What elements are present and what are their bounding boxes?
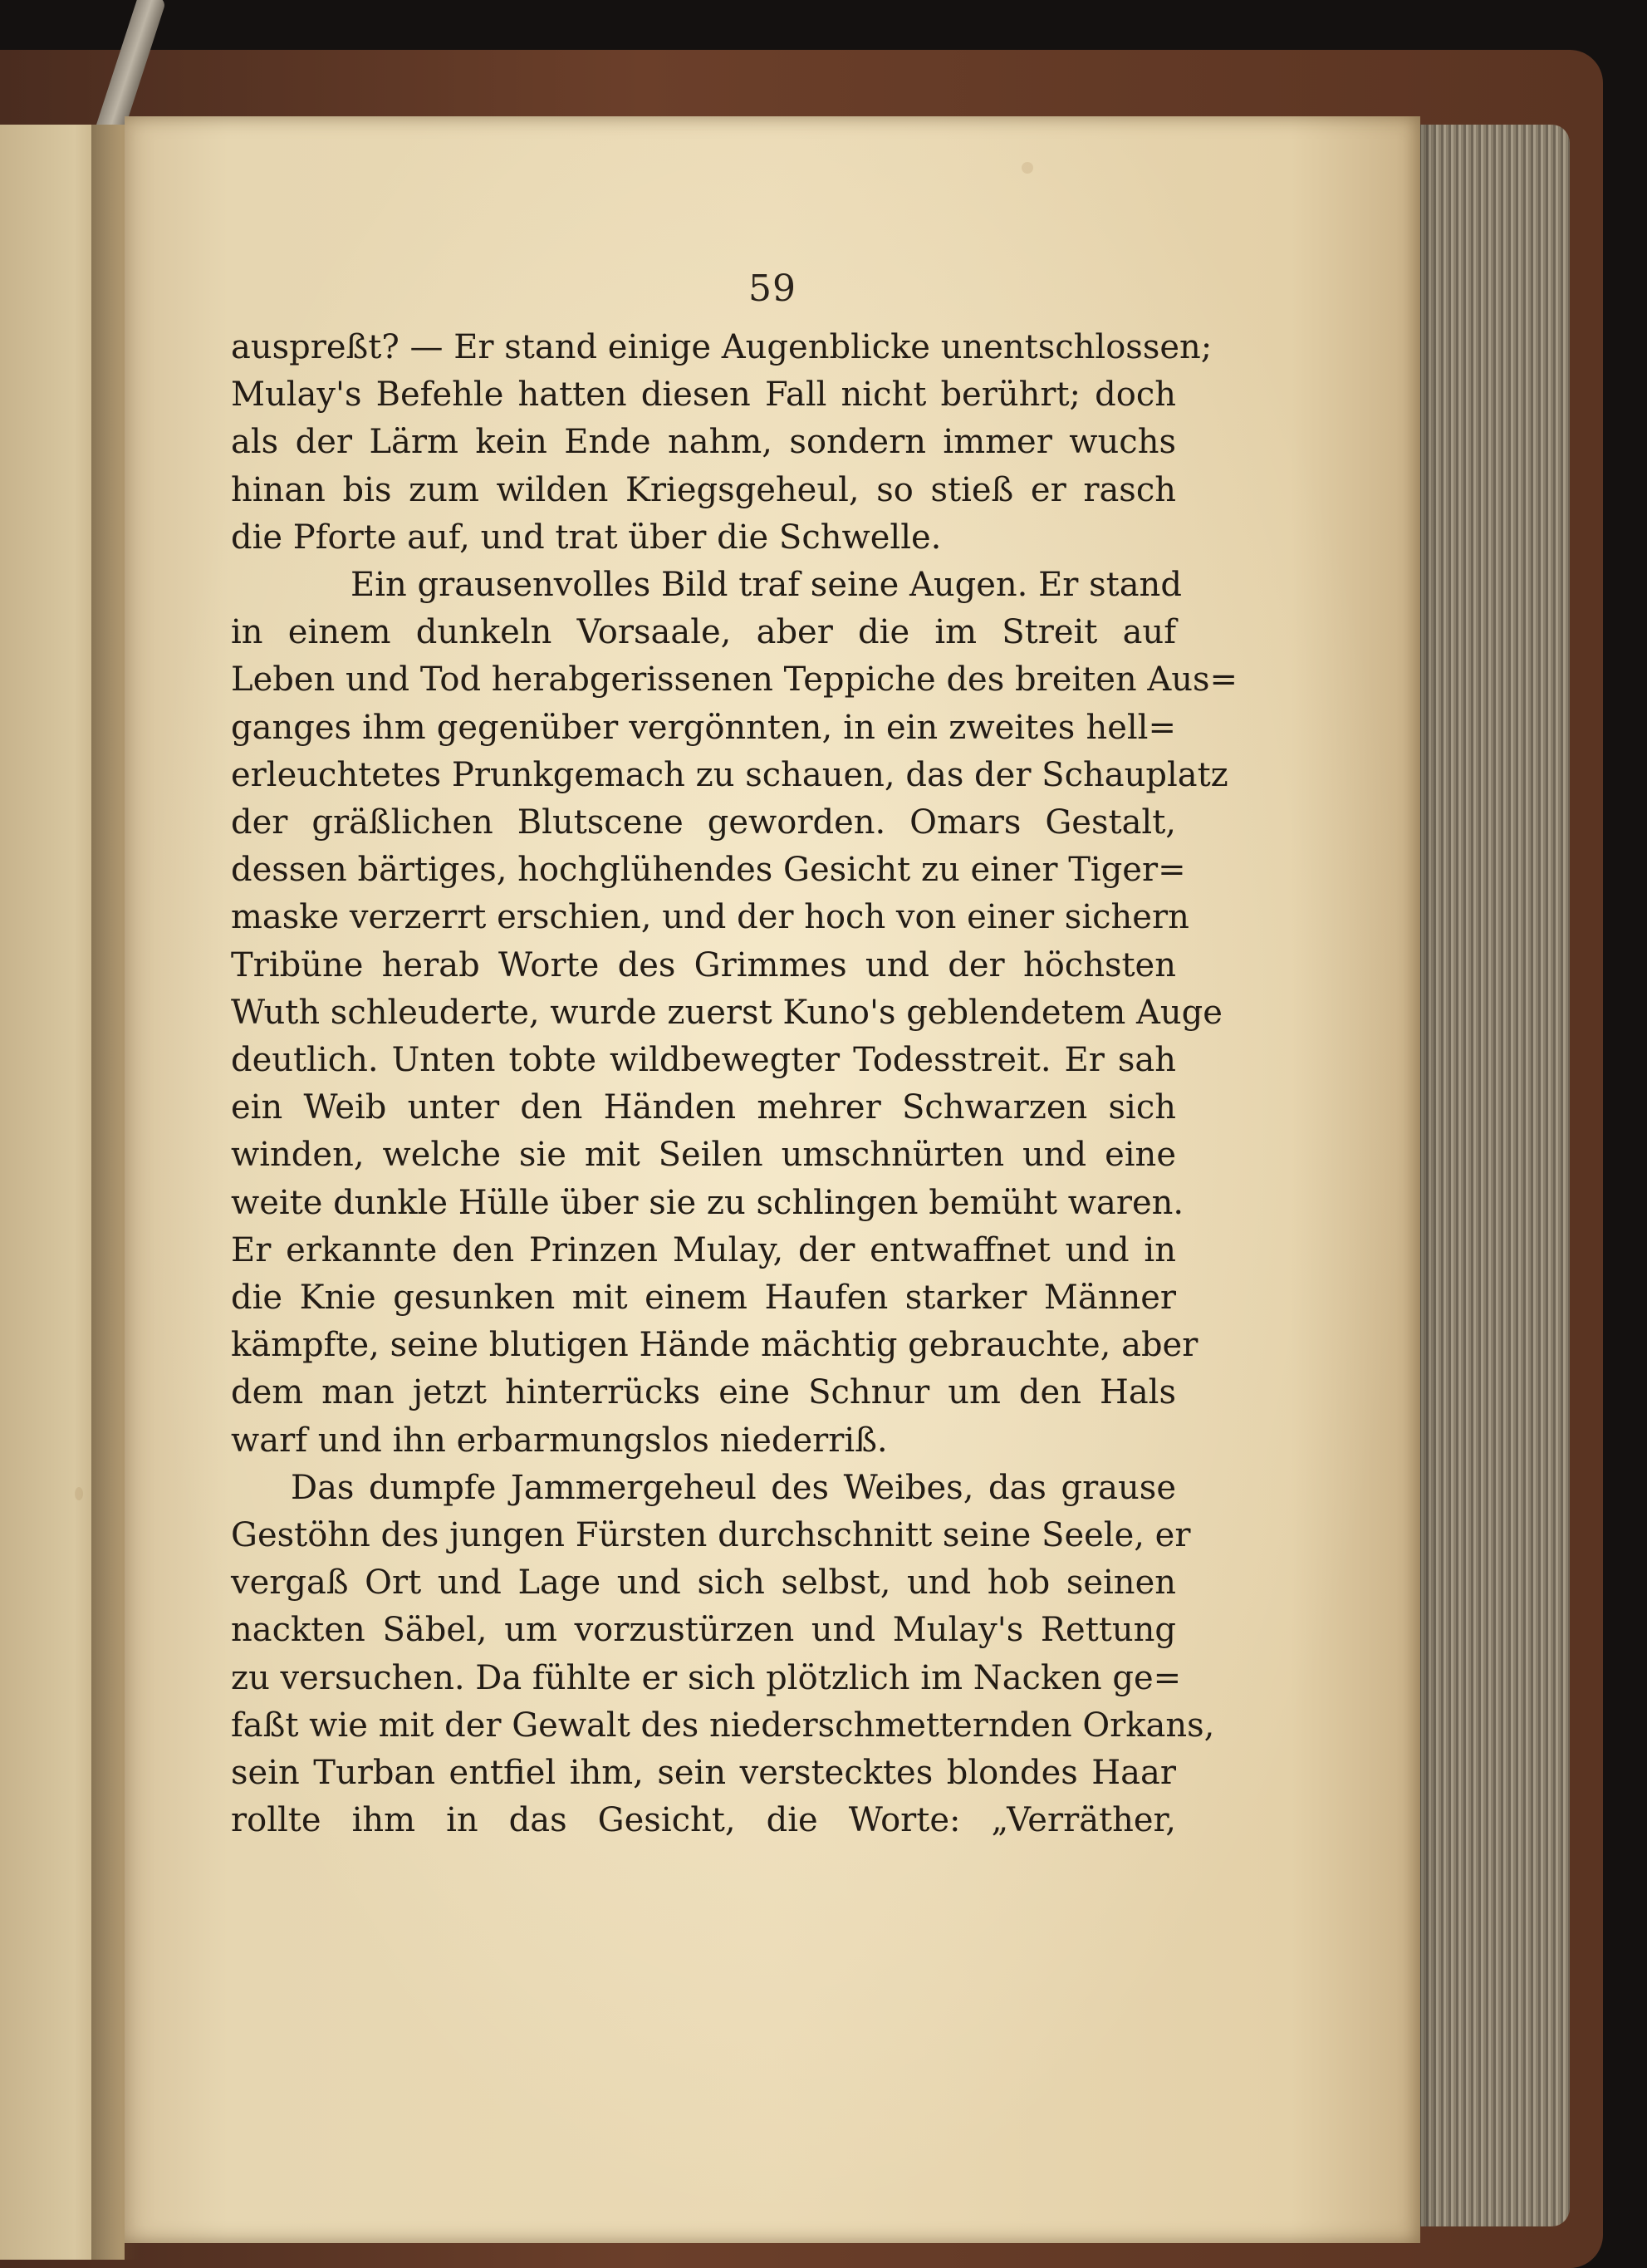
paragraph-2 (231, 562, 1238, 1465)
text-line: Ein grausenvolles Bild traf seine Augen. Er stand (350, 566, 1182, 605)
text-line: deutlich. Unten tobte wildbewegter Todesstreit. Er sah (231, 1041, 1176, 1080)
text-line: weite dunkle Hülle über sie zu schlingen bemüht waren. (231, 1183, 1184, 1222)
text-line: rollte ihm in das Gesicht, die Worte: „Verräther, (231, 1801, 1176, 1840)
text-line: warf und ihn erbarmungslos niederriß. (231, 1421, 888, 1460)
text-line: Gestöhn des jungen Fürsten durchschnitt seine Seele, er (231, 1516, 1191, 1555)
right-page (125, 116, 1420, 2243)
text-line: Leben und Tod herabgerissenen Teppiche des breiten Aus= (231, 660, 1238, 700)
paragraph-1 (231, 324, 1213, 562)
text-line: die Pforte auf, und trat über die Schwelle. (231, 518, 942, 557)
text-line: der gräßlichen Blutscene geworden. Omars Gestalt, (231, 803, 1176, 842)
text-line: hinan bis zum wilden Kriegsgeheul, so stieß er rasch (231, 470, 1176, 509)
text-line: kämpfte, seine blutigen Hände mächtig gebrauchte, aber (231, 1326, 1198, 1365)
text-line: winden, welche sie mit Seilen umschnürten und eine (231, 1136, 1176, 1175)
text-line: Mulay's Befehle hatten diesen Fall nicht berührt; doch (231, 376, 1176, 415)
text-line: in einem dunkeln Vorsaale, aber die im Streit auf (231, 613, 1176, 652)
text-line: auspreßt? — Er stand einige Augenblicke unentschlossen; (231, 328, 1213, 366)
text-line: Das dumpfe Jammergeheul des Weibes, das grause (291, 1468, 1176, 1507)
text-line: nackten Säbel, um vorzustürzen und Mulay's Rettung (231, 1611, 1176, 1650)
text-line: sein Turban entfiel ihm, sein verstecktes blondes Haar (231, 1754, 1176, 1793)
page-number: 59 (748, 268, 797, 310)
text-line: Wuth schleuderte, wurde zuerst Kuno's geblendetem Auge (231, 993, 1223, 1032)
text-line: als der Lärm kein Ende nahm, sondern immer wuchs (231, 423, 1176, 462)
text-line: Er erkannte den Prinzen Mulay, der entwaffnet und in (231, 1230, 1176, 1269)
text-line: zu versuchen. Da fühlte er sich plötzlich im Nacken ge= (231, 1658, 1182, 1697)
text-line: faßt wie mit der Gewalt des niederschmetternden Orkans, (231, 1706, 1215, 1745)
text-line: dessen bärtiges, hochglühendes Gesicht zu einer Tiger= (231, 851, 1186, 890)
text-line: ein Weib unter den Händen mehrer Schwarzen sich (231, 1088, 1176, 1127)
paragraph-3 (231, 1465, 1215, 1845)
stain-spot (75, 1487, 83, 1500)
text-line: maske verzerrt erschien, und der hoch von einer sichern (231, 898, 1189, 937)
text-line: die Knie gesunken mit einem Haufen starker Männer (231, 1279, 1176, 1318)
body-text (231, 324, 1238, 1845)
text-line: ganges ihm gegenüber vergönnten, in ein zweites hell= (231, 708, 1176, 747)
text-line: vergaß Ort und Lage und sich selbst, und hob seinen (231, 1564, 1176, 1603)
text-line: Tribüne herab Worte des Grimmes und der höchsten (231, 945, 1176, 984)
text-line: dem man jetzt hinterrücks eine Schnur um den Hals (231, 1373, 1176, 1412)
text-line: erleuchtetes Prunkgemach zu schauen, das der Schauplatz (231, 755, 1228, 794)
stain-spot (1022, 162, 1033, 174)
